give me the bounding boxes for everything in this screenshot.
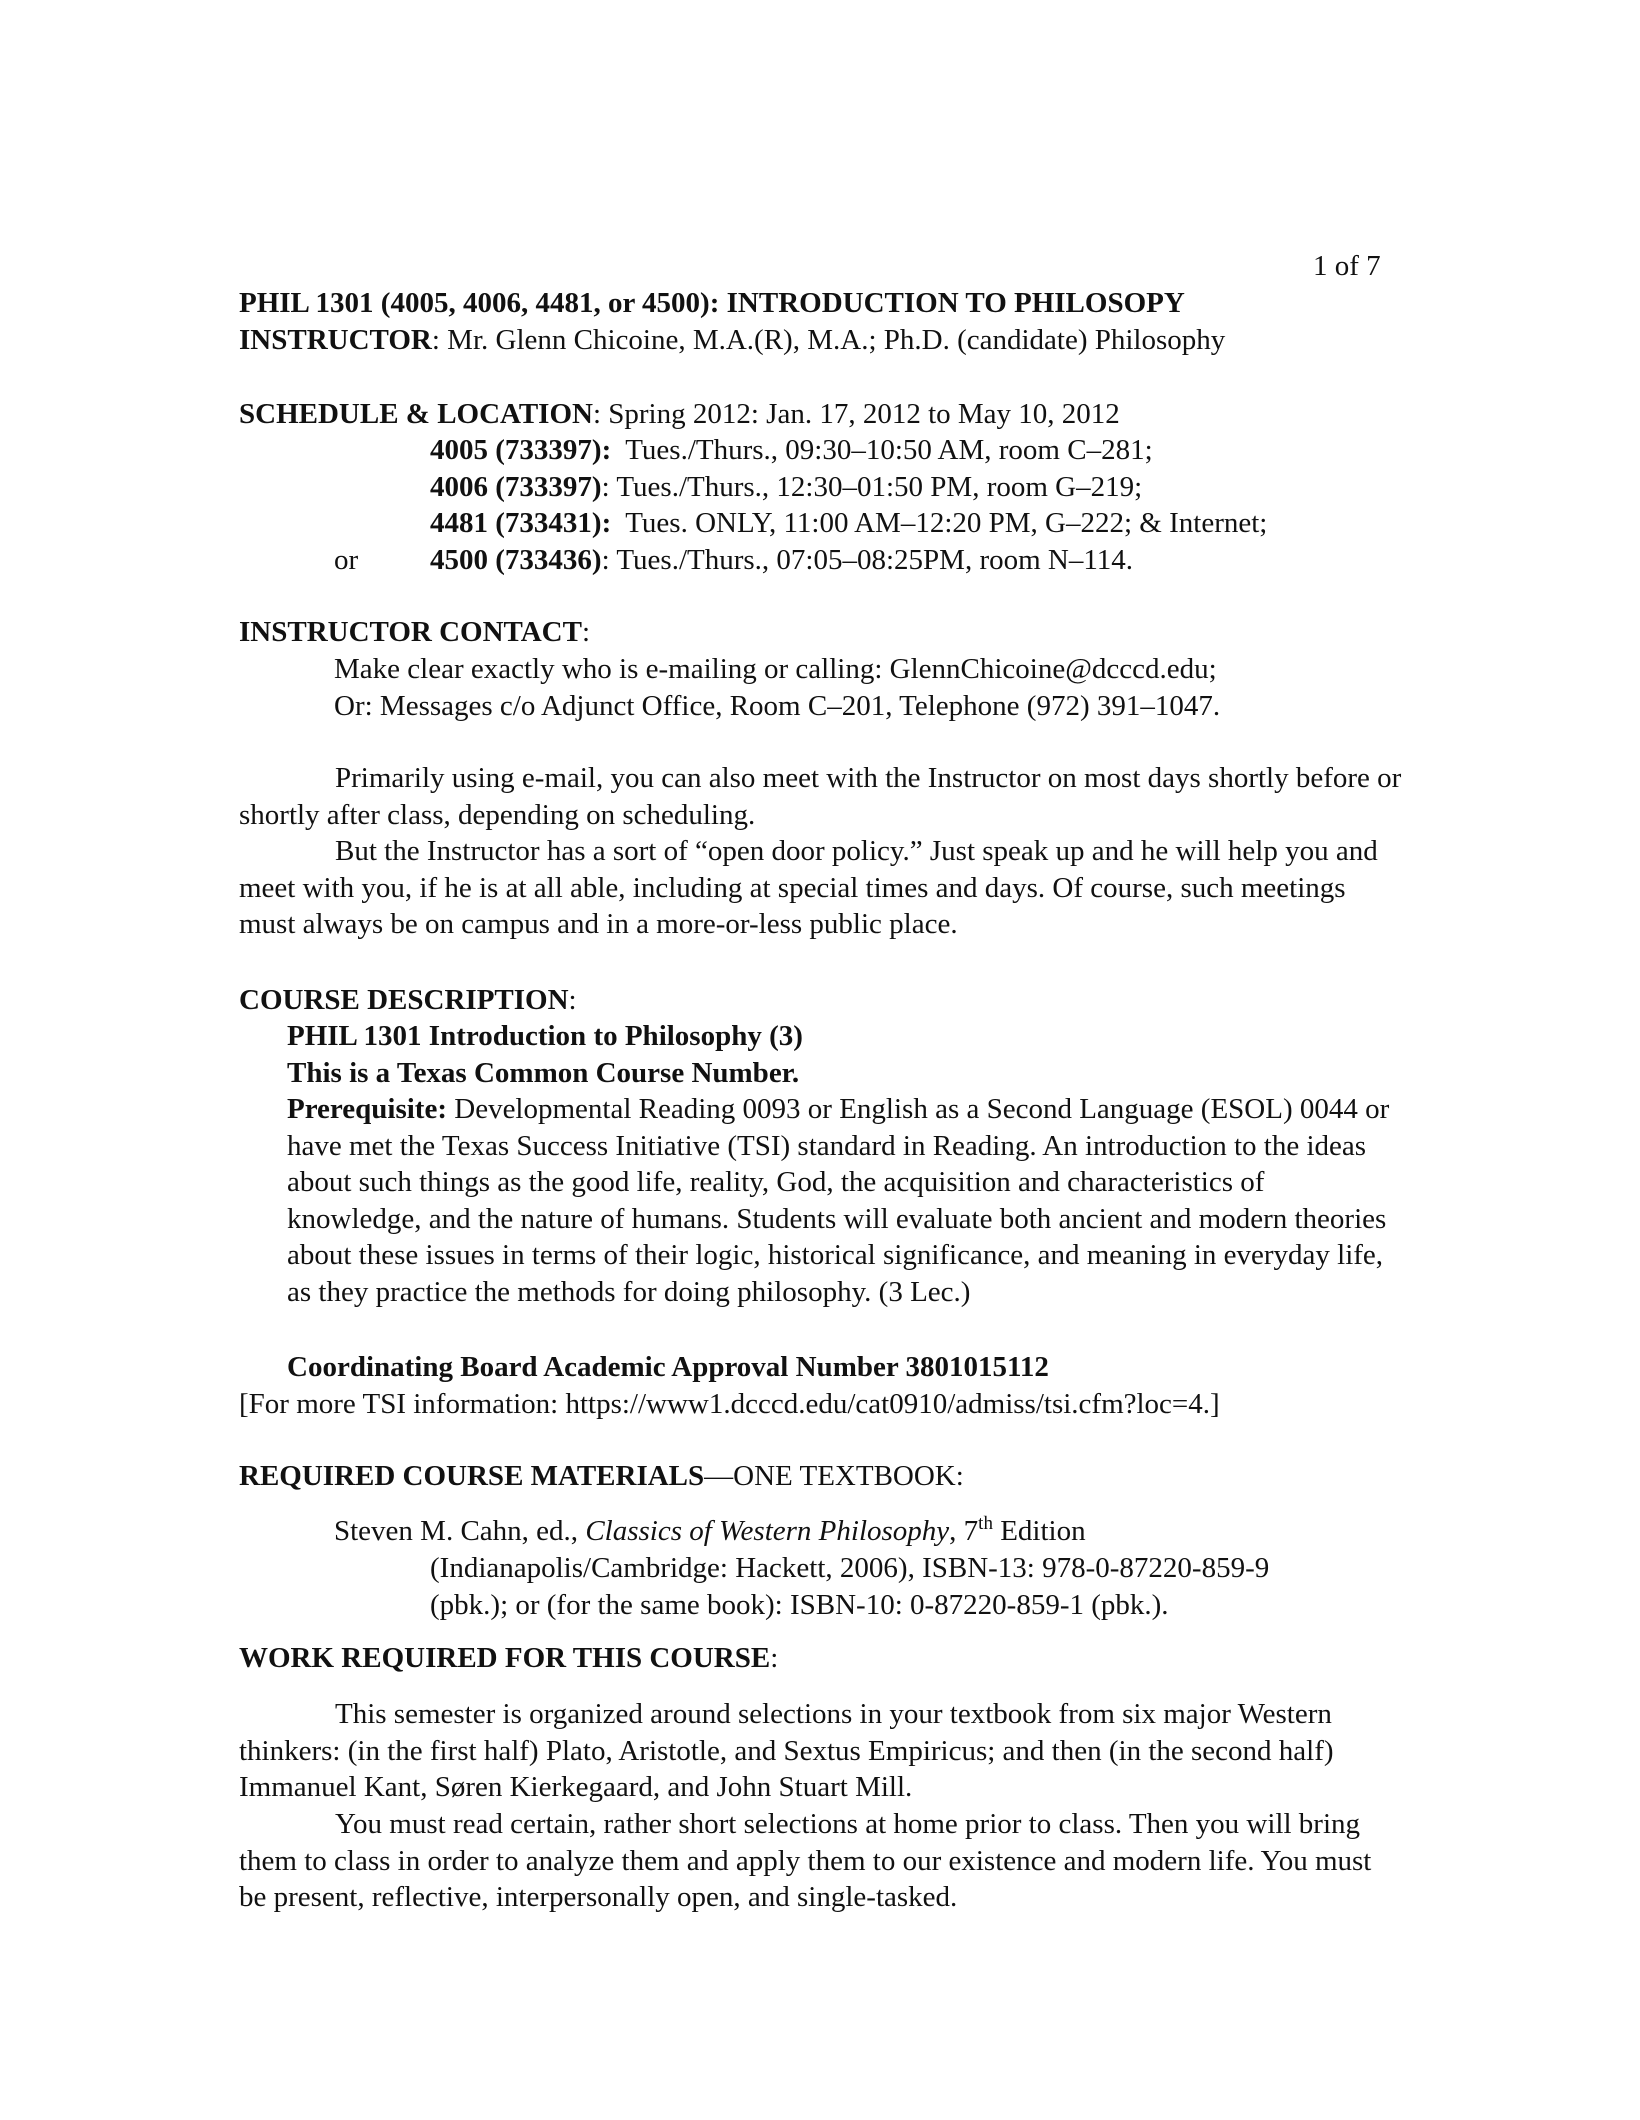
- section-4005: 4005 (733397): Tues./Thurs., 09:30–10:50 AM, room C–281;: [430, 434, 1153, 466]
- section-4500: 4500 (733436): Tues./Thurs., 07:05–08:25PM, room N–114.: [430, 544, 1134, 576]
- textbook-isbn10: (pbk.); or (for the same book): ISBN-10: 0-87220-859-1 (pbk.).: [430, 1589, 1169, 1621]
- or-label: or: [334, 544, 359, 576]
- approval-number: Coordinating Board Academic Approval Number 3801015112: [287, 1351, 1049, 1383]
- description-body: Prerequisite: Developmental Reading 0093 or English as a Second Language (ESOL) 0044 or have met the Texas Success Initiative (TSI) standard in Reading. An introduction to the ideas about such things as the good life, reality, God, the acquisition and characteristics of knowledge, and the nature of humans. Students will evaluate both ancient and modern theories about these issues in terms of their logic, historical significance, and meaning in everyday life, as they practice the methods for doing philosophy. (3 Lec.): [287, 1093, 1390, 1308]
- schedule-line: SCHEDULE & LOCATION: Spring 2012: Jan. 17, 2012 to May 10, 2012: [239, 398, 1120, 430]
- work-paragraph-2: You must read certain, rather short selections at home prior to class. Then you will bring them to class in order to analyze them and apply them to our existence and modern life. You must be present, reflective, interpersonally open, and single-tasked.: [239, 1808, 1372, 1913]
- page-number: 1 of 7: [1313, 250, 1381, 282]
- textbook-citation: Steven M. Cahn, ed., Classics of Western Philosophy, 7th Edition: [334, 1513, 1086, 1547]
- contact-email-line: Make clear exactly who is e-mailing or calling: GlennChicoine@dcccd.edu;: [334, 653, 1217, 685]
- description-heading: COURSE DESCRIPTION:: [239, 984, 577, 1016]
- textbook-isbn13: (Indianapolis/Cambridge: Hackett, 2006), ISBN-13: 978-0-87220-859-9: [430, 1552, 1270, 1584]
- instructor-line: INSTRUCTOR: Mr. Glenn Chicoine, M.A.(R), M.A.; Ph.D. (candidate) Philosophy: [239, 324, 1226, 356]
- work-heading: WORK REQUIRED FOR THIS COURSE:: [239, 1642, 779, 1674]
- section-4481: 4481 (733431): Tues. ONLY, 11:00 AM–12:20 PM, G–222; & Internet;: [430, 507, 1268, 539]
- work-paragraph-1: This semester is organized around selections in your textbook from six major Western thinkers: (in the first half) Plato, Aristotle, and Sextus Empiricus; and then (in the second half) Immanuel Kant, Søren Kierkegaard, and John Stuart Mill.: [239, 1698, 1334, 1803]
- contact-heading: INSTRUCTOR CONTACT:: [239, 616, 591, 648]
- tccn-line: This is a Texas Common Course Number.: [287, 1057, 800, 1089]
- section-4006: 4006 (733397): Tues./Thurs., 12:30–01:50 PM, room G–219;: [430, 471, 1143, 503]
- contact-paragraph-1: Primarily using e-mail, you can also meet with the Instructor on most days shortly before or shortly after class, depending on scheduling.: [239, 762, 1402, 831]
- materials-heading: REQUIRED COURSE MATERIALS—ONE TEXTBOOK:: [239, 1460, 964, 1492]
- course-title: PHIL 1301 Introduction to Philosophy (3): [287, 1020, 803, 1052]
- tsi-note: [For more TSI information: https://www1.dcccd.edu/cat0910/admiss/tsi.cfm?loc=4.]: [239, 1388, 1220, 1420]
- contact-office-line: Or: Messages c/o Adjunct Office, Room C–201, Telephone (972) 391–1047.: [334, 690, 1221, 722]
- course-heading: PHIL 1301 (4005, 4006, 4481, or 4500): INTRODUCTION TO PHILOSOPY: [239, 287, 1185, 319]
- contact-paragraph-2: But the Instructor has a sort of “open door policy.” Just speak up and he will help you and meet with you, if he is at all able, including at special times and days. Of course, such meetings must always be on campus and in a more-or-less public place.: [239, 835, 1378, 940]
